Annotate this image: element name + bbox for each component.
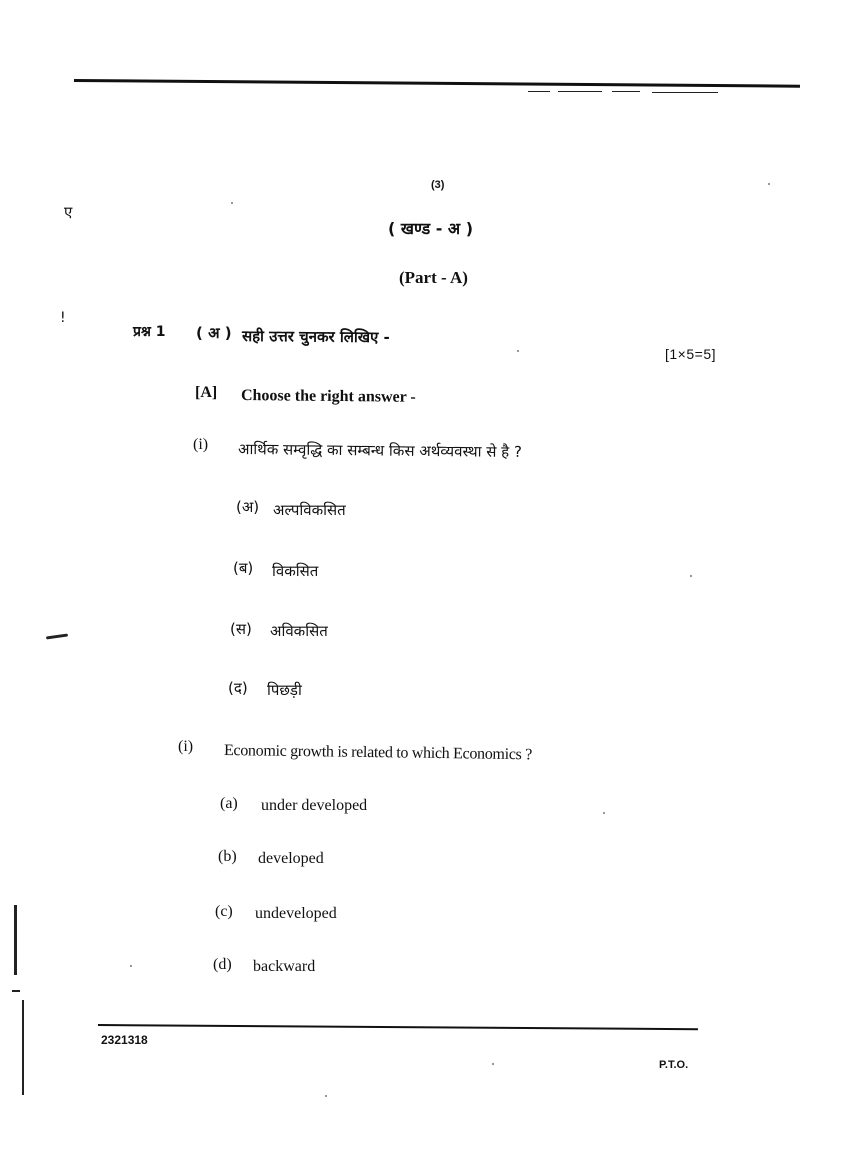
question-label: प्रश्न 1 (133, 324, 166, 340)
scan-speck (603, 812, 605, 814)
question-number: (i) (193, 436, 209, 453)
top-dash (528, 91, 550, 92)
question-text-hindi: आर्थिक सम्वृद्धि का सम्बन्ध किस अर्थव्यवस्था से है ? (237, 440, 522, 461)
scan-speck (130, 965, 132, 967)
scan-speck (492, 1063, 494, 1065)
option-label: (स) (230, 620, 252, 638)
top-dash (558, 91, 602, 92)
paper-code: 2321318 (101, 1033, 148, 1047)
option-text: अल्पविकसित (273, 501, 346, 519)
scan-speck (517, 350, 519, 352)
sub-label-hindi: ( अ ) (196, 324, 232, 342)
sub-label-english: [A] (195, 384, 218, 401)
marks-label: [1×5=5] (665, 346, 716, 362)
top-dash (612, 91, 640, 92)
option-text: developed (258, 850, 324, 867)
option-text: विकसित (272, 562, 319, 580)
section-title-english: (Part - A) (399, 268, 468, 287)
left-edge-scan-mark (12, 990, 20, 992)
margin-smear (46, 633, 68, 639)
option-text: under developed (261, 797, 368, 814)
question-text-english: Economic growth is related to which Economics ? (223, 742, 533, 764)
option-label: (अ) (236, 498, 260, 516)
scan-speck (325, 1095, 327, 1097)
margin-mark: ! (60, 310, 66, 326)
left-edge-scan-mark (22, 1000, 24, 1095)
instruction-hindi: सही उत्तर चुनकर लिखिए - (241, 327, 390, 347)
option-label: (b) (218, 848, 237, 865)
page-number: (3) (431, 179, 445, 191)
option-label: (c) (215, 903, 233, 920)
section-title-hindi: ( खण्ड - अ ) (388, 219, 474, 238)
option-text: backward (253, 958, 316, 975)
top-rule (74, 79, 800, 88)
instruction-english: Choose the right answer - (240, 387, 416, 406)
footer-rule (98, 1024, 698, 1030)
top-dash (652, 92, 718, 93)
scan-speck (768, 183, 770, 185)
option-text: अविकसित (270, 622, 328, 640)
margin-mark: ए (64, 203, 73, 221)
option-label: (d) (213, 956, 232, 973)
left-edge-scan-mark (14, 905, 17, 975)
scan-speck (690, 575, 692, 577)
option-text: पिछड़ी (267, 681, 302, 699)
scan-speck (231, 202, 233, 204)
option-label: (ब) (233, 559, 254, 577)
option-label: (द) (228, 679, 248, 697)
option-text: undeveloped (255, 905, 337, 922)
option-label: (a) (220, 795, 238, 812)
pto-label: P.T.O. (659, 1059, 689, 1071)
question-number: (i) (178, 738, 194, 755)
